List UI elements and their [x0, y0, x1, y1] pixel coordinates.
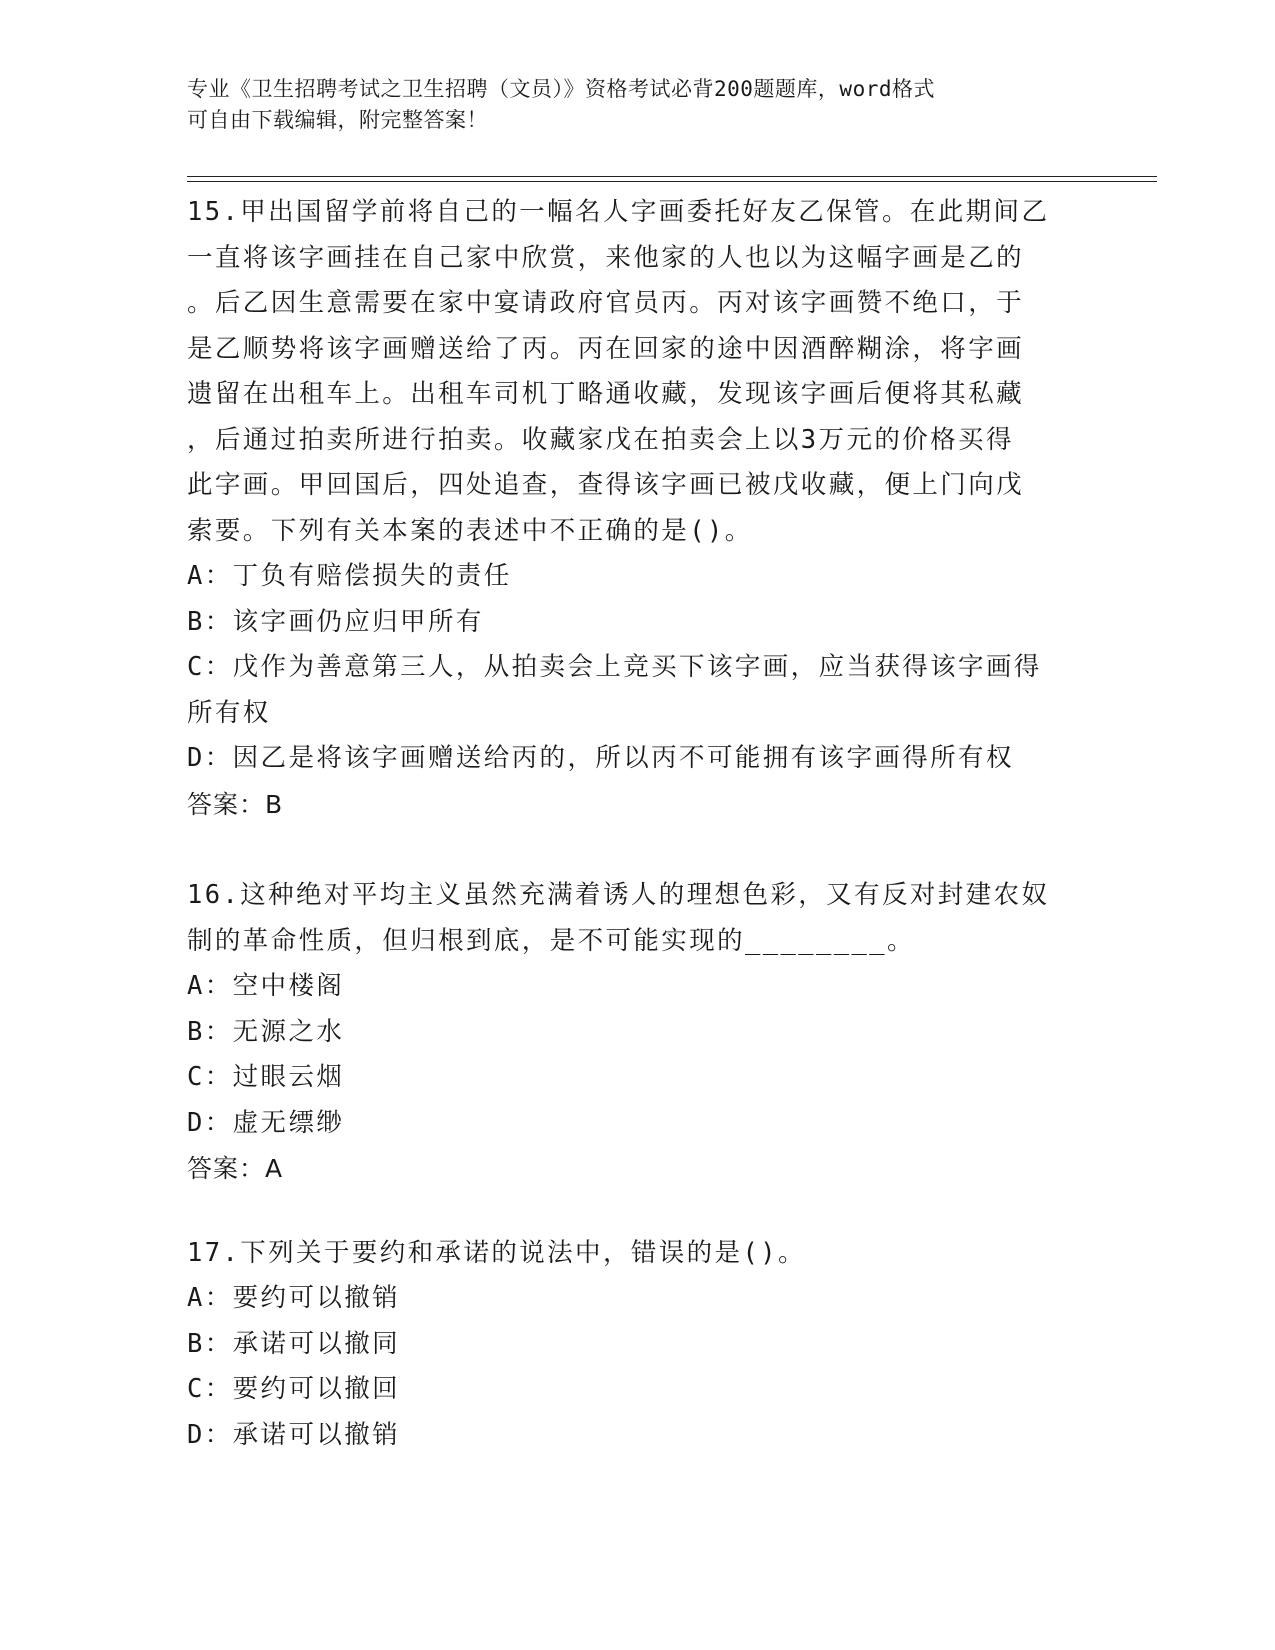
- option-b: B：无源之水: [187, 1016, 345, 1047]
- question-stem-line: 。后乙因生意需要在家中宴请政府官员丙。丙对该字画赞不绝口，于: [187, 288, 1025, 318]
- document-header: [187, 74, 1067, 136]
- question-spacer: [187, 1192, 1087, 1231]
- question-stem-line: 16.这种绝对平均主义虽然充满着诱人的理想色彩，又有反对封建农奴: [187, 880, 1050, 910]
- option-c-continued: 所有权: [187, 697, 271, 728]
- question-15: [187, 190, 1087, 827]
- question-stem-line: 15.甲出国留学前将自己的一幅名人字画委托好友乙保管。在此期间乙: [187, 197, 1050, 227]
- option-c: C：过眼云烟: [187, 1062, 345, 1092]
- question-stem-line: 是乙顺势将该字画赠送给了丙。丙在回家的途中因酒醉糊涂，将字画: [187, 333, 1025, 364]
- answer-label: 答案：B: [187, 789, 284, 819]
- answer-label: 答案：A: [187, 1154, 284, 1183]
- question-stem-line: 一直将该字画挂在自己家中欣赏，来他家的人也以为这幅字画是乙的: [187, 242, 1025, 273]
- header-line-1: 专业《卫生招聘考试之卫生招聘（文员）》资格考试必背200题题库，word格式: [187, 77, 935, 101]
- header-divider-bottom: [187, 181, 1157, 182]
- option-b: B：承诺可以撤同: [187, 1328, 401, 1359]
- option-b: B：该字画仍应归甲所有: [187, 606, 484, 637]
- option-a: A：要约可以撤销: [187, 1283, 401, 1313]
- question-stem-line: 17.下列关于要约和承诺的说法中，错误的是()。: [187, 1237, 806, 1268]
- option-a: A：丁负有赔偿损失的责任: [187, 561, 512, 591]
- question-list: [187, 190, 1087, 1458]
- question-stem-line: ，后通过拍卖所进行拍卖。收藏家戊在拍卖会上以3万元的价格买得: [187, 424, 1014, 455]
- option-d: D：因乙是将该字画赠送给丙的，所以丙不可能拥有该字画得所有权: [187, 743, 1014, 773]
- option-c: C：要约可以撤回: [187, 1374, 401, 1404]
- question-17: [187, 1231, 1087, 1459]
- option-d: D：承诺可以撤销: [187, 1419, 401, 1450]
- option-a: A：空中楼阁: [187, 971, 345, 1001]
- question-stem-line: 此字画。甲回国后，四处追查，查得该字画已被戊收藏，便上门向戊: [187, 470, 1025, 500]
- question-stem-line: 遗留在出租车上。出租车司机丁略通收藏，发现该字画后便将其私藏: [187, 379, 1025, 409]
- question-stem-line: 索要。下列有关本案的表述中不正确的是()。: [187, 515, 753, 546]
- option-c: C：戊作为善意第三人，从拍卖会上竞买下该字画，应当获得该字画得: [187, 652, 1042, 682]
- header-line-2: 可自由下载编辑，附完整答案！: [187, 108, 488, 132]
- question-stem-line: 制的革命性质，但归根到底，是不可能实现的________。: [187, 925, 915, 956]
- question-16: [187, 873, 1087, 1192]
- question-spacer: [187, 827, 1087, 873]
- option-d: D：虚无缥缈: [187, 1107, 345, 1138]
- header-divider-top: [187, 176, 1157, 177]
